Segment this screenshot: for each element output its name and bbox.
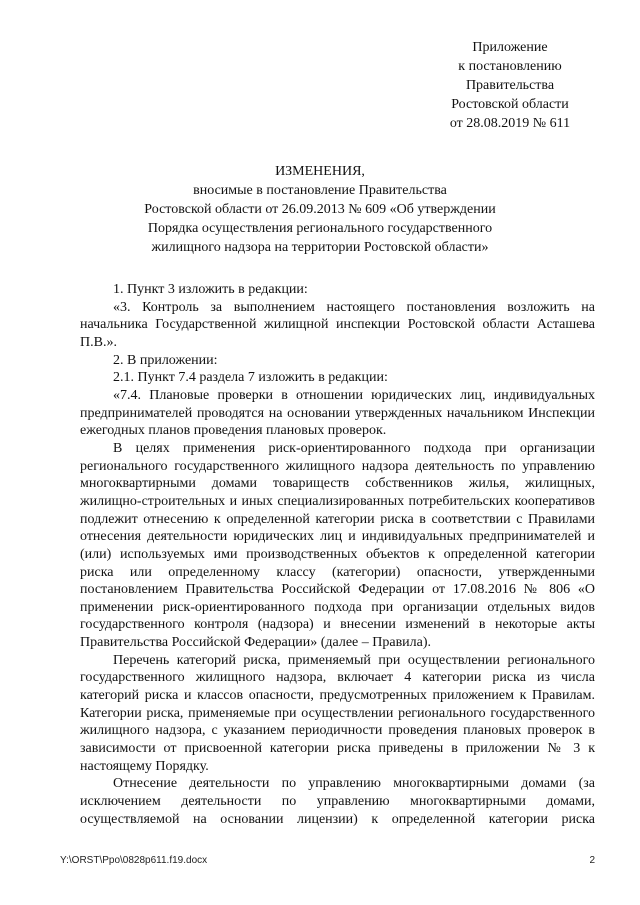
header-line-date-number: от 28.08.2019 № 611 xyxy=(449,116,571,131)
body-paragraph: 1. Пункт 3 изложить в редакции: xyxy=(113,282,308,297)
header-line-region: Ростовской области xyxy=(451,97,569,112)
header-line-resolution: к постановлению xyxy=(458,59,562,74)
page-footer xyxy=(60,855,595,869)
footer-file-path: Y:\ORST\Ppo\0828p611.f19.docx xyxy=(60,855,208,866)
title-line: вносимые в постановление Правительства xyxy=(193,183,447,198)
body-paragraph: Перечень категорий риска, применяемый при осуществлении регионального государственного жилищного надзора, включает 4 категории риска из числа категорий риска и классов опасности, предусмотренных приложением к Правилам. Категории риска, применяемые при осуществлении регионального государственного жилищного надзора, с указанием периодичности проведения плановых проверок в зависимости от присвоенной категории риска приведены в приложении № 3 к настоящему Порядку. xyxy=(80,652,595,774)
title-line: Ростовской области от 26.09.2013 № 609 «Об утверждении xyxy=(144,202,496,217)
header-line-government: Правительства xyxy=(465,78,555,93)
body-paragraph: Отнесение деятельности по управлению многоквартирными домами (за исключением деятельности по управлению многоквартирными домами, осуществляемой на основании лицензии) к определенной категории риска xyxy=(80,776,595,827)
body-paragraph: «7.4. Плановые проверки в отношении юридических лиц, индивидуальных предпринимателей проводятся на основании утвержденных начальником Инспекции ежегодных планов проведения плановых проверок. xyxy=(80,387,595,439)
document-title xyxy=(80,162,560,257)
document-body xyxy=(80,281,595,828)
title-line: жилищного надзора на территории Ростовской области» xyxy=(151,240,489,255)
title-heading: ИЗМЕНЕНИЯ, xyxy=(275,164,365,179)
title-line: Порядка осуществления регионального государственного xyxy=(147,221,493,236)
body-paragraph: «3. Контроль за выполнением настоящего постановления возложить на начальника Государственной жилищной инспекции Ростовской области Асташева П.В.». xyxy=(80,299,595,350)
body-paragraph: В целях применения риск-ориентированного подхода при организации регионального государственного жилищного надзора деятельность по управлению многоквартирными домами товариществ собственников жилья, жилищных, жилищно-строительных и иных специализированных потребительских кооперативов подлежит отнесению к определенной категории риска в соответствии с Правилами отнесения деятельности юридических лиц и индивидуальных предпринимателей и (или) используемых ими производственных объектов к определенной категории риска или определенному классу (категории) опасности, утвержденными постановлением Правительства Российской Федерации от 17.08.2016 № 806 «О применении риск-ориентированного подхода при организации отдельных видов государственного контроля (надзора) и внесении изменений в некоторые акты Правительства Российской Федерации» (далее – Правила). xyxy=(80,440,595,651)
page-number: 2 xyxy=(589,855,595,866)
header-line-appendix: Приложение xyxy=(472,40,548,55)
appendix-header xyxy=(425,38,595,133)
body-paragraph: 2.1. Пункт 7.4 раздела 7 изложить в редакции: xyxy=(113,370,388,386)
body-paragraph: 2. В приложении: xyxy=(113,352,218,368)
